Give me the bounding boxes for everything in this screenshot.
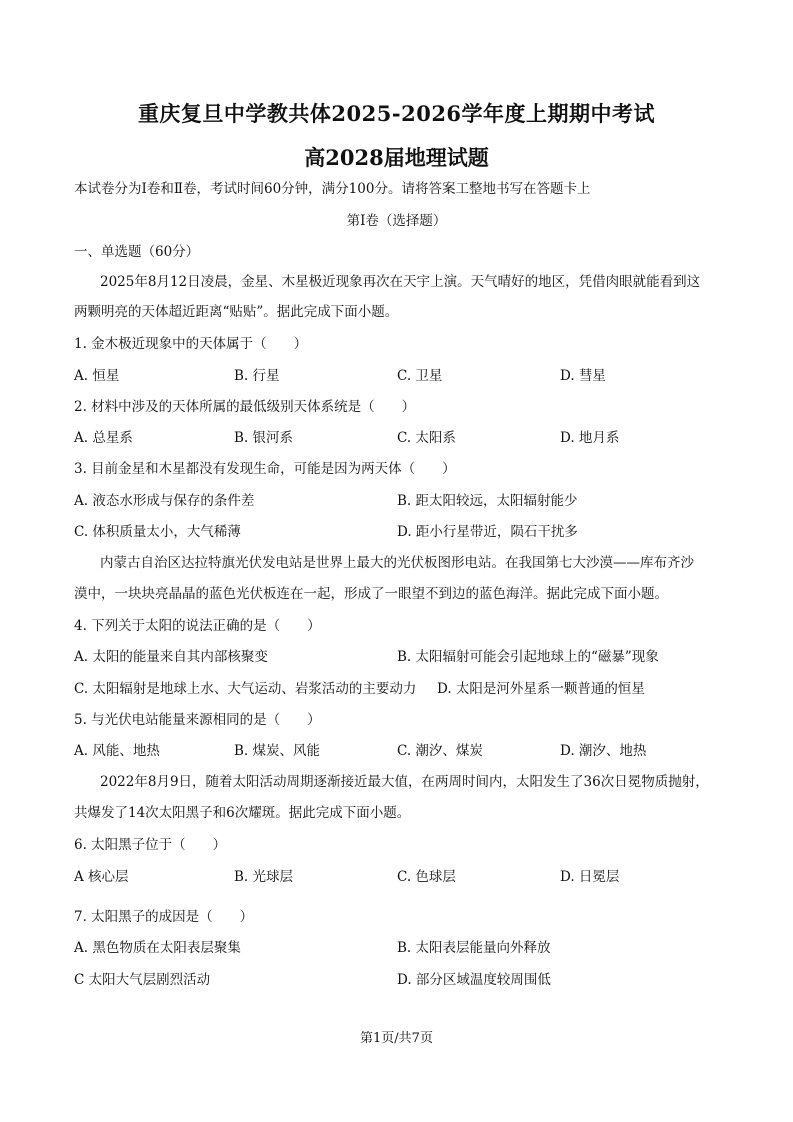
question-7-option-a[interactable]: A. 黑色物质在太阳表层聚集 — [74, 940, 241, 956]
question-7-option-d[interactable]: D. 部分区域温度较周围低 — [397, 972, 551, 988]
question-6-stem: 6. 太阳黑子位于（ ） — [74, 837, 227, 853]
question-5-option-c[interactable]: C. 潮汐、煤炭 — [397, 743, 483, 759]
question-3-option-c[interactable]: C. 体积质量太小，大气稀薄 — [74, 524, 241, 540]
question-1-option-d[interactable]: D. 彗星 — [560, 368, 606, 384]
exam-title: 重庆复旦中学教共体2025-2026学年度上期期中考试 — [137, 101, 656, 126]
question-6-option-a[interactable]: A 核心层 — [74, 869, 129, 885]
question-6-option-c[interactable]: C. 色球层 — [397, 869, 456, 885]
question-1-option-c[interactable]: C. 卫星 — [397, 368, 443, 384]
passage-2-line-1: 内蒙古自治区达拉特旗光伏发电站是世界上最大的光伏板图形电站。在我国第七大沙漠——库布齐沙 — [100, 555, 694, 571]
question-7-option-c[interactable]: C 太阳大气层剧烈活动 — [74, 972, 211, 988]
section-title: 第Ⅰ卷（选择题） — [346, 213, 447, 229]
question-4-option-d[interactable]: D. 太阳是河外星系一颗普通的恒星 — [437, 681, 645, 697]
passage-2-line-2: 漠中，一块块亮晶晶的蓝色光伏板连在一起，形成了一眼望不到边的蓝色海洋。据此完成下面小题。 — [74, 586, 668, 602]
question-5-stem: 5. 与光伏电站能量来源相同的是（ ） — [74, 712, 321, 728]
passage-1-line-2: 两颗明亮的天体超近距离“贴贴”。据此完成下面小题。 — [74, 304, 399, 320]
instructions: 本试卷分为Ⅰ卷和Ⅱ卷，考试时间60分钟，满分100分。请将答案工整地书写在答题卡上 — [74, 181, 591, 197]
question-6-option-d[interactable]: D. 日冕层 — [560, 869, 620, 885]
question-4-option-b[interactable]: B. 太阳辐射可能会引起地球上的“磁暴”现象 — [397, 649, 659, 665]
question-5-option-d[interactable]: D. 潮汐、地热 — [560, 743, 647, 759]
question-5-option-b[interactable]: B. 煤炭、风能 — [234, 743, 321, 759]
passage-3-line-2: 共爆发了14次太阳黑子和6次耀斑。据此完成下面小题。 — [74, 805, 411, 821]
question-7-stem: 7. 太阳黑子的成因是（ ） — [74, 909, 254, 925]
question-4-option-c[interactable]: C. 太阳辐射是地球上水、大气运动、岩浆活动的主要动力 — [74, 681, 417, 697]
question-1-option-b[interactable]: B. 行星 — [234, 368, 280, 384]
passage-1-line-1: 2025年8月12日凌晨，金星、木星极近现象再次在天宇上演。天气晴好的地区，凭借肉眼就能看到这 — [100, 274, 701, 290]
question-2-stem: 2. 材料中涉及的天体所属的最低级别天体系统是（ ） — [74, 399, 416, 415]
question-1-option-a[interactable]: A. 恒星 — [74, 368, 120, 384]
question-3-option-a[interactable]: A. 液态水形成与保存的条件差 — [74, 493, 255, 509]
question-4-stem: 4. 下列关于太阳的说法正确的是（ ） — [74, 618, 321, 634]
passage-3-line-1: 2022年8月9日，随着太阳活动周期逐渐接近最大值，在两周时间内，太阳发生了36次日冕物质抛射， — [100, 774, 709, 790]
exam-subtitle: 高2028届地理试题 — [304, 145, 489, 170]
question-3-option-d[interactable]: D. 距小行星带近，陨石干扰多 — [397, 524, 578, 540]
question-2-option-a[interactable]: A. 总星系 — [74, 430, 133, 446]
question-7-option-b[interactable]: B. 太阳表层能量向外释放 — [397, 940, 551, 956]
question-6-option-b[interactable]: B. 光球层 — [234, 869, 294, 885]
question-3-option-b[interactable]: B. 距太阳较远，太阳辐射能少 — [397, 493, 578, 509]
part-title: 一、单选题（60分） — [74, 244, 200, 260]
page-number: 第1页/共7页 — [360, 1031, 433, 1046]
question-5-option-a[interactable]: A. 风能、地热 — [74, 743, 160, 759]
question-2-option-d[interactable]: D. 地月系 — [560, 430, 620, 446]
question-2-option-b[interactable]: B. 银河系 — [234, 430, 294, 446]
question-3-stem: 3. 目前金星和木星都没有发现生命，可能是因为两天体（ ） — [74, 461, 456, 477]
question-4-option-a[interactable]: A. 太阳的能量来自其内部核聚变 — [74, 649, 268, 665]
question-2-option-c[interactable]: C. 太阳系 — [397, 430, 456, 446]
question-1-stem: 1. 金木极近现象中的天体属于（ ） — [74, 336, 308, 352]
